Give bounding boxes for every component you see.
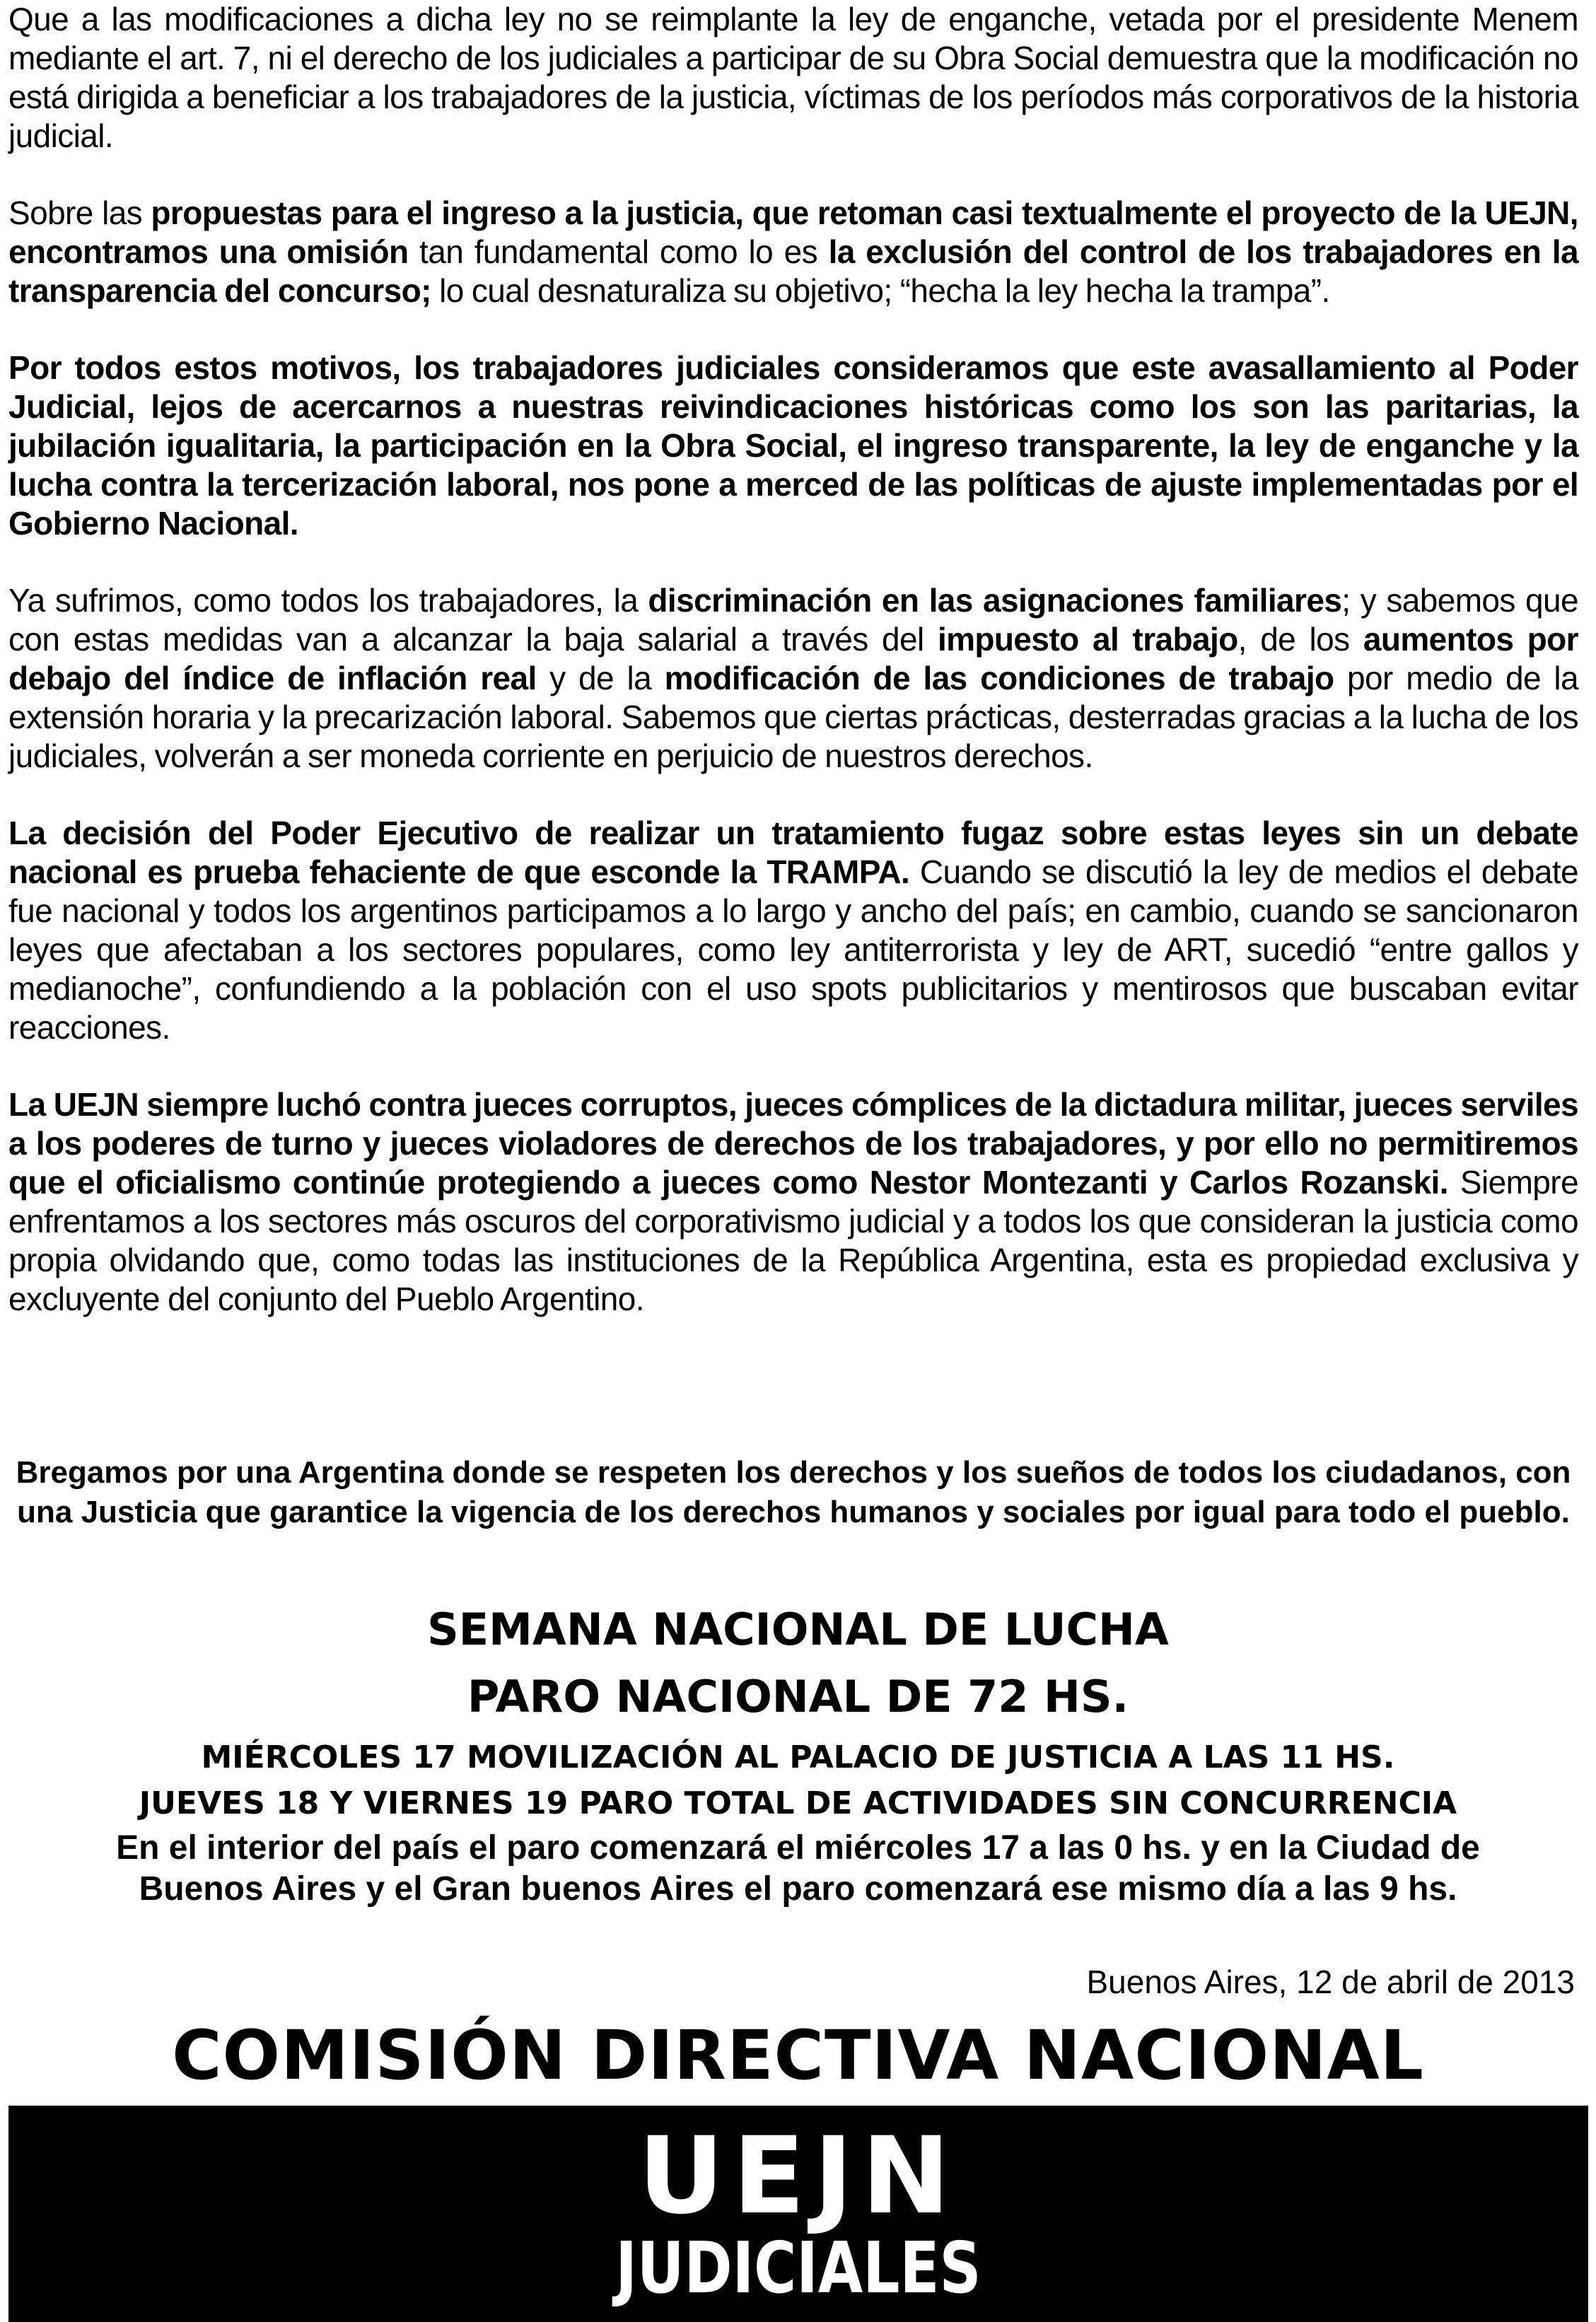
paragraph: [8, 581, 1578, 776]
body-text: [8, 0, 1578, 1357]
bold-text-run: impuesto al trabajo: [937, 621, 1238, 658]
bold-text-run: aumentos por debajo del índice de inflación real: [8, 621, 1578, 696]
subheadline-miercoles: MIÉRCOLES 17 MOVILIZACIÓN AL PALACIO DE JUSTICIA A LAS 11 HS.: [201, 1739, 1395, 1775]
text-run: , de los: [1237, 621, 1363, 658]
paragraph: [8, 194, 1578, 310]
uejn-logo-text: UEJN: [638, 2115, 959, 2238]
interior-notice: [0, 1828, 1596, 1910]
bold-text-run: Por todos estos motivos, los trabajadores judiciales consideramos que este avasallamiento al Poder Judicial, lejos de acercarnos a nuestras reivindicaciones históricas como los son las paritarias, la jubilación igualitaria, la participación en la Obra Social, el ingreso transparente, la ley de enganche y la lucha contra la tercerización laboral, nos pone a merced de las políticas de ajuste implementadas por el Gobierno Nacional.: [8, 349, 1578, 542]
bold-text-run: discriminación en las asignaciones familiares: [648, 582, 1342, 619]
paragraph: [8, 1085, 1578, 1319]
headline-paro-nacional: PARO NACIONAL DE 72 HS.: [467, 1671, 1129, 1722]
closing-statement: Bregamos por una Argentina donde se respeten los derechos y los sueños de todos los ciudadanos, con una Justicia que garantice la vigencia de los derechos humanos y sociales por igual para todo el pueblo.: [16, 1455, 1571, 1529]
text-run: Sobre las: [8, 194, 151, 231]
paragraph: [8, 0, 1578, 156]
text-run: y de la: [536, 660, 665, 696]
paragraph: [8, 349, 1578, 543]
dateline: Buenos Aires, 12 de abril de 2013: [1086, 1964, 1575, 2000]
text-run: tan fundamental como lo es: [408, 233, 829, 270]
text-run: por medio de la extensión horaria y la precarización laboral. Sabemos que ciertas prácticas, desterradas gracias a la lucha de los judiciales, volverán a ser moneda corriente en perjuicio de nuestros derechos.: [8, 660, 1579, 774]
bold-text-run: modificación de las condiciones de trabajo: [664, 660, 1334, 696]
bold-text-run: la exclusión del control de los trabajadores en la transparencia del concurso;: [8, 233, 1578, 309]
judiciales-logo-text: JUDICIALES: [615, 2227, 982, 2309]
text-run: Cuando se discutió la ley de medios el debate fue nacional y todos los argentinos participamos a lo largo y ancho del país; en cambio, cuando se sancionaron leyes que afectaban a los sectores populares, como ley antiterrorista y ley de ART, sucedió “entre gallos y medianoche”, confundiendo a la población con el uso spots publicitarios y mentirosos que buscaban evitar reacciones.: [8, 853, 1579, 1046]
text-run: Que a las modificaciones a dicha ley no se reimplante la ley de enganche, vetada por el presidente Menem mediante el art. 7, ni el derecho de los judiciales a participar de su Obra Social demuestra que la modificación no está dirigida a beneficiar a los trabajadores de la justicia, víctimas de los períodos más corporativos de la historia judicial.: [8, 1, 1578, 154]
text-run: Ya sufrimos, como todos los trabajadores, la: [8, 582, 648, 619]
headline-semana-nacional: SEMANA NACIONAL DE LUCHA: [427, 1604, 1169, 1655]
signature-comision: COMISIÓN DIRECTIVA NACIONAL: [172, 2016, 1424, 2095]
text-run: Siempre enfrentamos a los sectores más oscuros del corporativismo judicial y a todos los que consideran la justicia como propia olvidando que, como todas las instituciones de la República Argentina, esta es propiedad exclusiva y excluyente del conjunto del Pueblo Argentino.: [8, 1164, 1578, 1317]
text-run: ; y sabemos que con estas medidas van a alcanzar la baja salarial a través del: [8, 582, 1578, 658]
paragraph: [8, 814, 1578, 1047]
interior-notice-line-1: En el interior del país el paro comenzará el miércoles 17 a las 0 hs. y en la Ciudad de: [116, 1829, 1480, 1867]
bold-text-run: La decisión del Poder Ejecutivo de realizar un tratamiento fugaz sobre estas leyes sin un debate nacional es prueba fehaciente de que esconde la TRAMPA.: [8, 815, 1578, 890]
subheadline-jueves-viernes: JUEVES 18 Y VIERNES 19 PARO TOTAL DE ACTIVIDADES SIN CONCURRENCIA: [139, 1785, 1457, 1821]
interior-notice-line-2: Buenos Aires y el Gran buenos Aires el paro comenzará ese mismo día a las 9 hs.: [139, 1870, 1457, 1908]
bold-text-run: La UEJN siempre luchó contra jueces corruptos, jueces cómplices de la dictadura militar, jueces serviles a los poderes de turno y jueces violadores de derechos de los trabajadores, y por ello no permitiremos que el oficialismo continúe protegiendo a jueces como Nestor Montezanti y Carlos Rozanski.: [8, 1086, 1578, 1201]
uejn-logo-banner: [8, 2106, 1588, 2322]
bold-text-run: propuestas para el ingreso a la justicia, que retoman casi textualmente el proyecto de la UEJN, encontramos una omisión: [8, 194, 1578, 270]
text-run: lo cual desnaturaliza su objetivo; “hecha la ley hecha la trampa”.: [431, 272, 1330, 309]
